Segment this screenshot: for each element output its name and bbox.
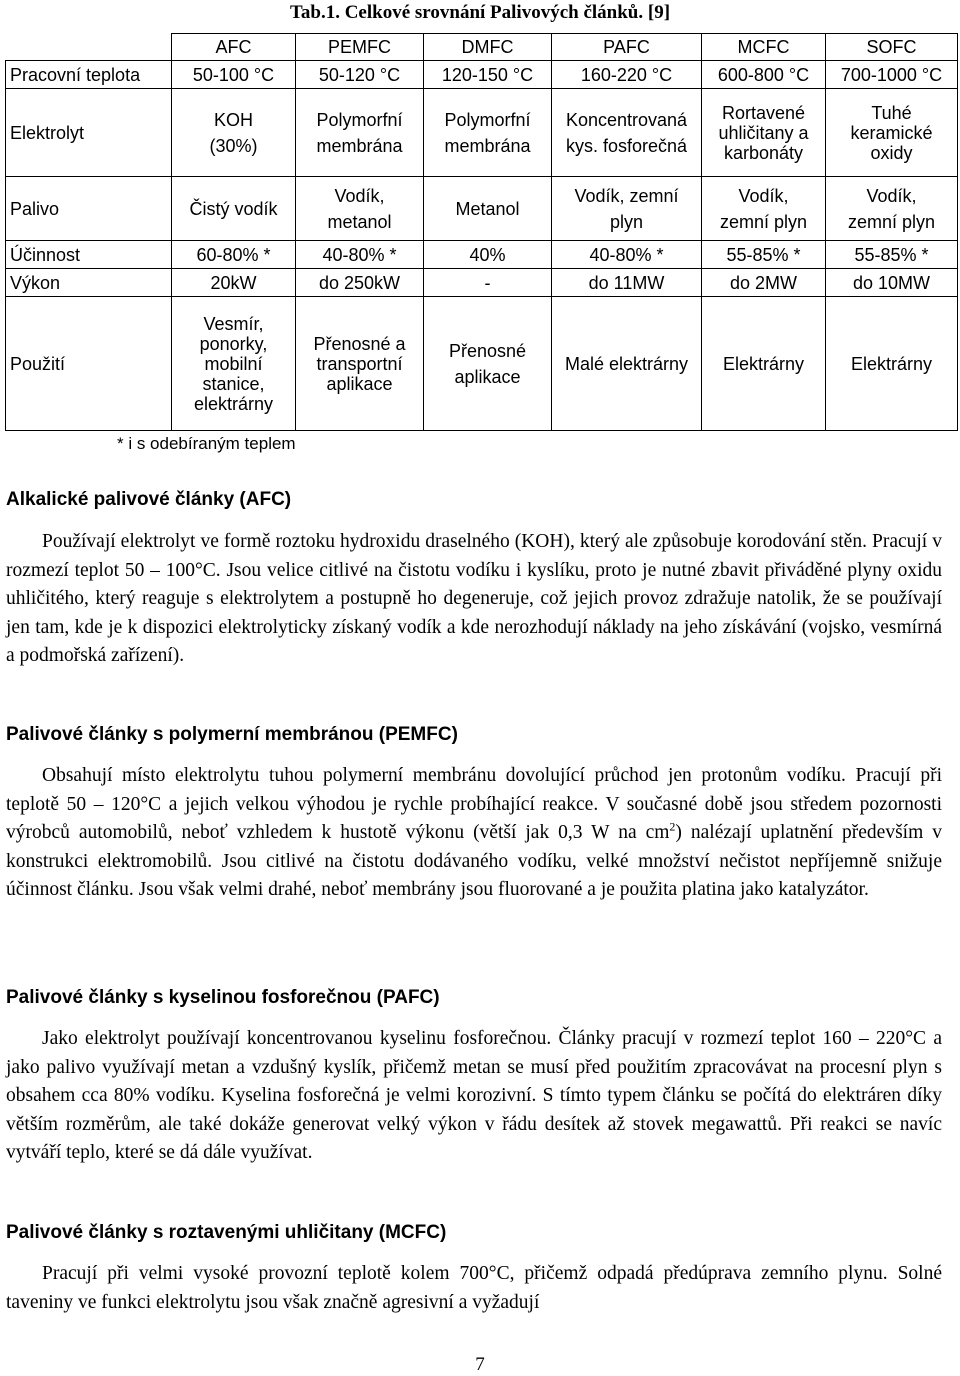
header-cell: AFC bbox=[172, 34, 296, 61]
superscript: 2 bbox=[669, 819, 676, 834]
row-label: Výkon bbox=[6, 269, 172, 297]
table-cell: Vodík, zemní plyn bbox=[552, 177, 702, 241]
row-label: Účinnost bbox=[6, 241, 172, 269]
table-header-row bbox=[6, 34, 958, 61]
table-cell: 40% bbox=[424, 241, 552, 269]
page-number: 7 bbox=[475, 1354, 485, 1375]
comparison-table bbox=[5, 33, 958, 431]
row-label: Elektrolyt bbox=[6, 89, 172, 177]
table-row bbox=[6, 89, 958, 177]
table-cell: Elektrárny bbox=[702, 297, 826, 431]
table-cell: Polymorfní membrána bbox=[296, 89, 424, 177]
header-cell: DMFC bbox=[424, 34, 552, 61]
table-cell: 20kW bbox=[172, 269, 296, 297]
section-title-pemfc: Palivové články s polymerní membránou (PEMFC) bbox=[6, 724, 458, 745]
header-cell: SOFC bbox=[826, 34, 958, 61]
table-row bbox=[6, 297, 958, 431]
table-cell: 55-85% * bbox=[702, 241, 826, 269]
table-cell: 60-80% * bbox=[172, 241, 296, 269]
table-row bbox=[6, 269, 958, 297]
table-row bbox=[6, 177, 958, 241]
paragraph-mcfc: Pracují při velmi vysoké provozní teplotě kolem 700°C, přičemž odpadá předúprava zemního plynu. Solné taveniny ve funkci elektrolytu jsou však značně agresivní a vyžadují bbox=[6, 1263, 942, 1313]
table-cell: 55-85% * bbox=[826, 241, 958, 269]
table-cell: 40-80% * bbox=[296, 241, 424, 269]
section-title-mcfc: Palivové články s roztavenými uhličitany (MCFC) bbox=[6, 1222, 447, 1243]
table-cell: do 10MW bbox=[826, 269, 958, 297]
paragraph-afc: Používají elektrolyt ve formě roztoku hydroxidu draselného (KOH), který ale způsobuje korodování stěn. Pracují v rozmezí teplot 50 – 100°C. Jsou velice citlivé na čistotu vodíku i kyslíku, proto je nutné zbavit přiváděné plyny oxidu uhličitého, který reaguje s elektrolytem a postupně ho degeneruje, což jejich provoz zdražuje natolik, že se používají jen tam, kde je k dispozici elektrolyticky získaný vodík a kde nerozhodují náklady na jeho získávání (vojsko, vesmírná a podmořská zařízení). bbox=[6, 531, 942, 667]
table-row bbox=[6, 61, 958, 89]
table-cell: Rortavené uhličitany a karbonáty bbox=[702, 89, 826, 177]
table-cell: Koncentrovaná kys. fosforečná bbox=[552, 89, 702, 177]
header-cell: PAFC bbox=[552, 34, 702, 61]
table-cell: Polymorfní membrána bbox=[424, 89, 552, 177]
table-cell: 600-800 °C bbox=[702, 61, 826, 89]
table-cell: Tuhé keramické oxidy bbox=[826, 89, 958, 177]
table-cell: Malé elektrárny bbox=[552, 297, 702, 431]
table-cell: 160-220 °C bbox=[552, 61, 702, 89]
table-cell: 50-100 °C bbox=[172, 61, 296, 89]
table-cell: Čistý vodík bbox=[172, 177, 296, 241]
header-cell: MCFC bbox=[702, 34, 826, 61]
table-cell: do 11MW bbox=[552, 269, 702, 297]
section-title-afc: Alkalické palivové články (AFC) bbox=[6, 489, 292, 510]
table-cell: 50-120 °C bbox=[296, 61, 424, 89]
table-cell: 120-150 °C bbox=[424, 61, 552, 89]
table-cell: Vodík, metanol bbox=[296, 177, 424, 241]
section-title-pafc: Palivové články s kyselinou fosforečnou (PAFC) bbox=[6, 987, 440, 1008]
table-cell: - bbox=[424, 269, 552, 297]
header-cell bbox=[6, 34, 172, 61]
table-cell: Přenosné a transportní aplikace bbox=[296, 297, 424, 431]
table-footnote: * i s odebíraným teplem bbox=[117, 434, 296, 453]
row-label: Použití bbox=[6, 297, 172, 431]
table-cell: KOH (30%) bbox=[172, 89, 296, 177]
table-cell: Vodík, zemní plyn bbox=[826, 177, 958, 241]
table-cell: do 2MW bbox=[702, 269, 826, 297]
table-caption: Tab.1. Celkové srovnání Palivových článků. [9] bbox=[289, 2, 671, 23]
table-cell: do 250kW bbox=[296, 269, 424, 297]
paragraph-pafc: Jako elektrolyt používají koncentrovanou kyselinu fosforečnou. Články pracují v rozmezí teplot 160 – 220°C a jako palivo využívají metan a vzdušný kyslík, přičemž metan se musí před použitím zpracovávat na procesní plyn s obsahem cca 80% vodíku. Kyselina fosforečná je velmi korozivní. S tímto typem článku se počítá do elektráren díky větším rozměrům, ale také dokáže generovat velký výkon v řádu desítek až stovek megawattů. Při reakci se navíc vytváří teplo, které se dá dále využívat. bbox=[6, 1028, 942, 1164]
table-cell: Elektrárny bbox=[826, 297, 958, 431]
paragraph-text: ) nalézají uplatnění především v konstrukci elektromobilů. Jsou citlivé na čistotu dodávaného vodíku, velké množství nečistot nepříjemně snižuje účinnost článku. Jsou však velmi drahé, neboť membrány jsou fluorované a je použita platina jako katalyzátor. bbox=[6, 822, 942, 901]
table-cell: Vodík, zemní plyn bbox=[702, 177, 826, 241]
table-cell: Metanol bbox=[424, 177, 552, 241]
paragraph-text: Obsahují místo elektrolytu tuhou polymerní membránu dovolující průchod jen protonům vodíku. Pracují při teplotě 50 – 120°C a jejich velkou výhodou je rychle probíhající reakce. V současné době jsou středem pozornosti výrobců automobilů, neboť vzhledem k hustotě výkonu (větší jak 0,3 W na cm bbox=[6, 765, 942, 844]
table-cell: 700-1000 °C bbox=[826, 61, 958, 89]
row-label: Pracovní teplota bbox=[6, 61, 172, 89]
table-cell: Přenosné aplikace bbox=[424, 297, 552, 431]
row-label: Palivo bbox=[6, 177, 172, 241]
table-row bbox=[6, 241, 958, 269]
table-cell: 40-80% * bbox=[552, 241, 702, 269]
header-cell: PEMFC bbox=[296, 34, 424, 61]
paragraph-pemfc bbox=[6, 762, 942, 905]
table-cell: Vesmír, ponorky, mobilní stanice, elektrárny bbox=[172, 297, 296, 431]
